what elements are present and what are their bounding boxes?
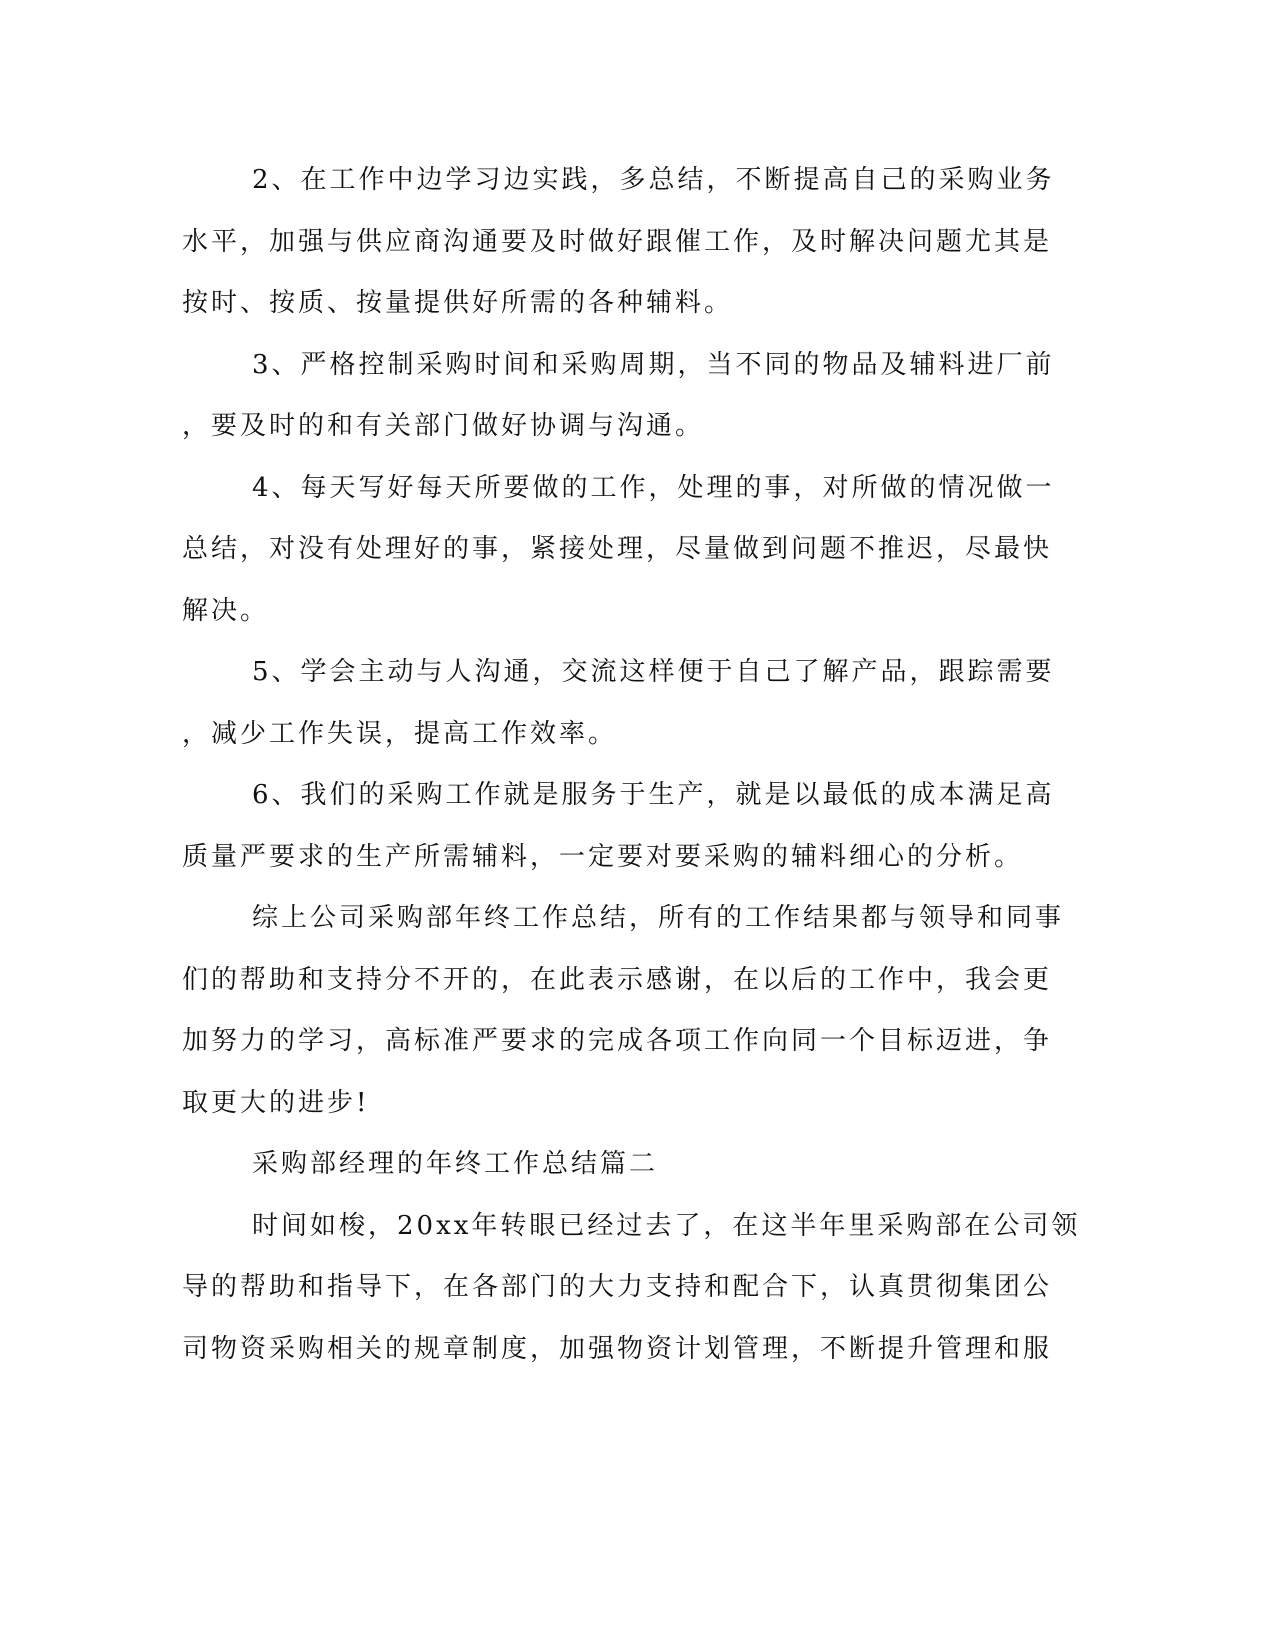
- paragraph-line: 导的帮助和指导下，在各部门的大力支持和配合下，认真贯彻集团公: [182, 1272, 1053, 1302]
- paragraph-line: 们的帮助和支持分不开的，在此表示感谢，在以后的工作中，我会更: [182, 964, 1053, 995]
- paragraph-line: 解决。: [182, 595, 270, 626]
- paragraph-line: 3、严格控制采购时间和采购周期，当不同的物品及辅料进厂前: [252, 349, 1055, 380]
- paragraph-line: 6、我们的采购工作就是服务于生产，就是以最低的成本满足高: [252, 780, 1055, 810]
- paragraph-line: 加努力的学习，高标准严要求的完成各项工作向同一个目标迈进，争: [182, 1026, 1053, 1056]
- paragraph-line: ，减少工作失误，提高工作效率。: [182, 718, 618, 749]
- paragraph-line: 司物资采购相关的规章制度，加强物资计划管理，不断提升管理和服: [182, 1333, 1053, 1364]
- paragraph-line: 水平，加强与供应商沟通要及时做好跟催工作，及时解决问题尤其是: [182, 226, 1053, 257]
- paragraph-line: 总结，对没有处理好的事，紧接处理，尽量做到问题不推迟，尽最快: [182, 534, 1053, 564]
- paragraph-line: 取更大的进步!: [182, 1087, 370, 1118]
- paragraph-line: 综上公司采购部年终工作总结，所有的工作结果都与领导和同事: [252, 903, 1065, 933]
- paragraph-line: 时间如梭，20xx年转眼已经过去了，在这半年里采购部在公司领: [252, 1210, 1081, 1241]
- paragraph-line: ，要及时的和有关部门做好协调与沟通。: [182, 411, 705, 441]
- paragraph-line: 按时、按质、按量提供好所需的各种辅料。: [182, 288, 734, 318]
- paragraph-line: 质量严要求的生产所需辅料，一定要对要采购的辅料细心的分析。: [182, 841, 1024, 872]
- paragraph-line: 4、每天写好每天所要做的工作，处理的事，对所做的情况做一: [252, 472, 1055, 503]
- section-heading: 采购部经理的年终工作总结篇二: [252, 1149, 659, 1179]
- paragraph-line: 5、学会主动与人沟通，交流这样便于自己了解产品，跟踪需要: [252, 657, 1055, 687]
- document-body: [182, 150, 1081, 1380]
- paragraph-line: 2、在工作中边学习边实践，多总结，不断提高自己的采购业务: [252, 165, 1055, 195]
